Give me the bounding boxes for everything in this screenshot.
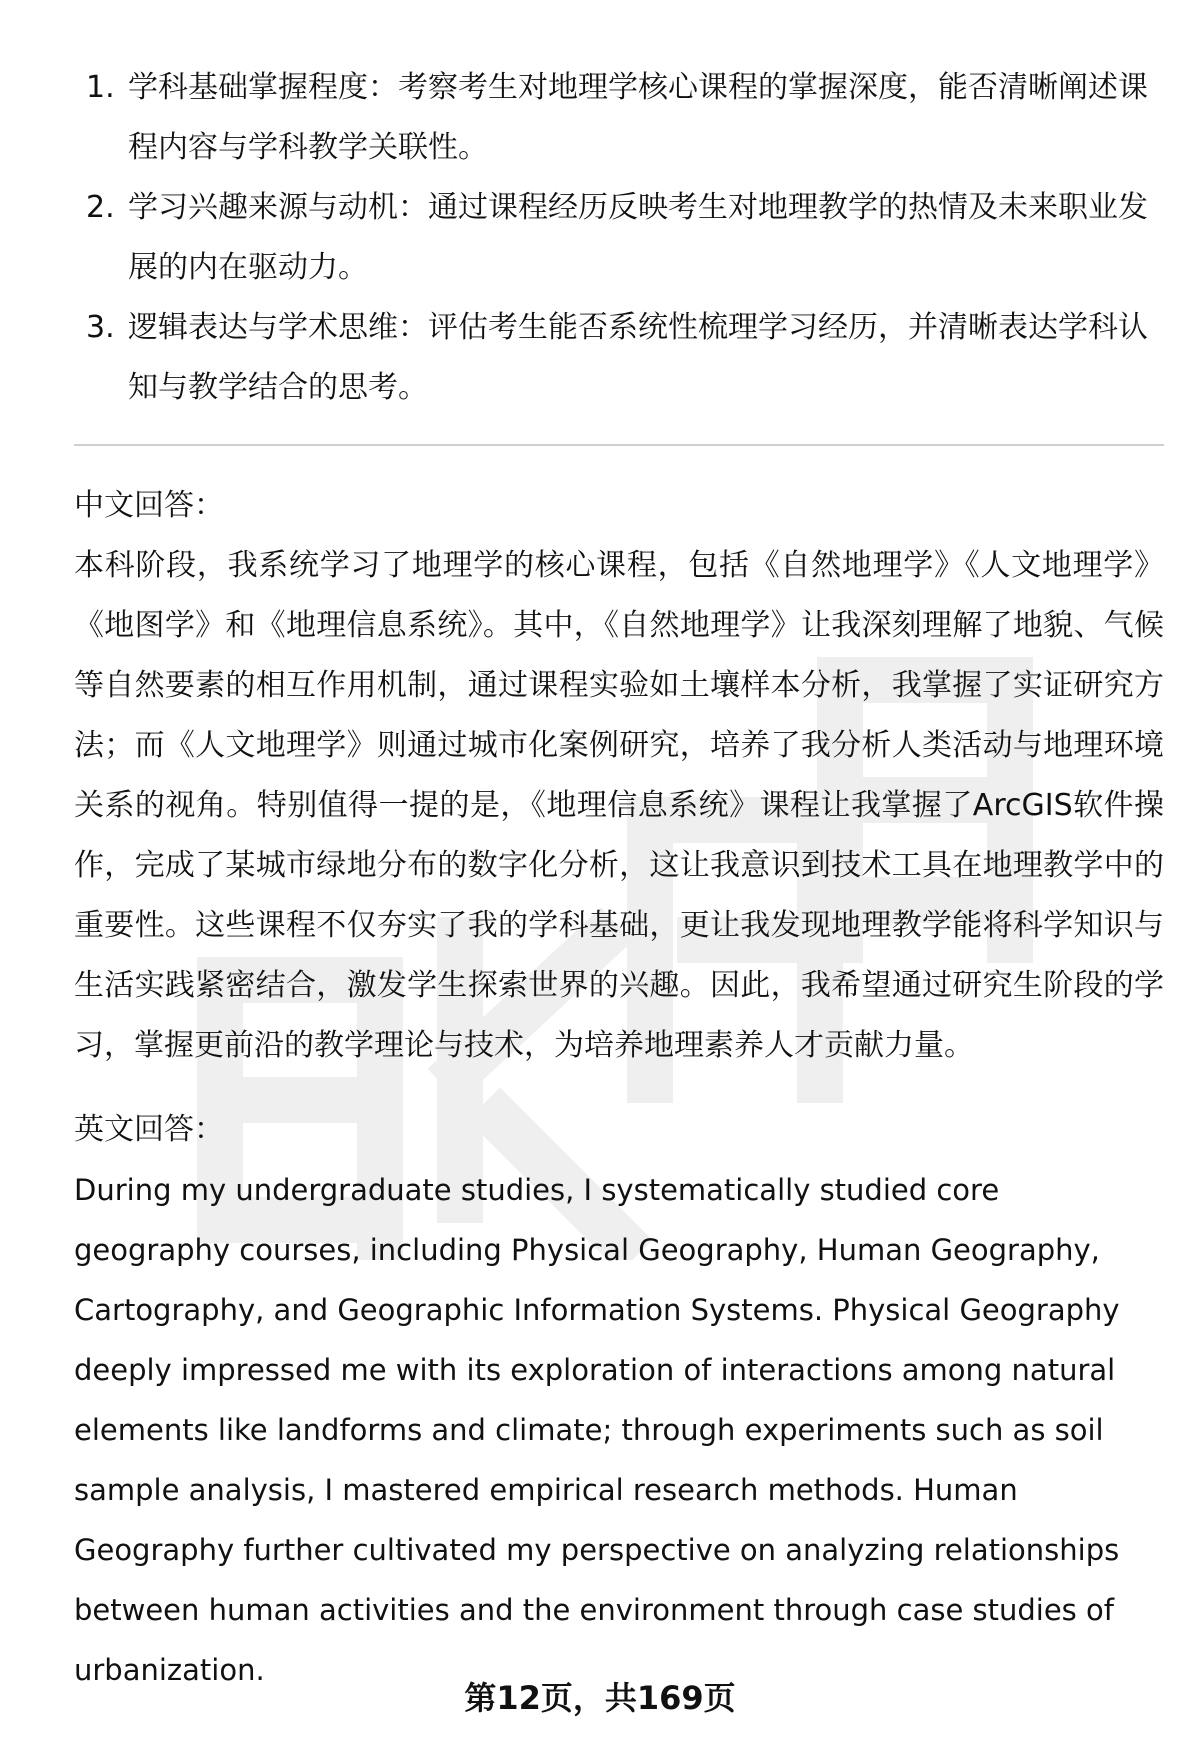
list-item-number: 1.: [86, 70, 115, 105]
english-answer-text: During my undergraduate studies, I systematically studied core geography courses, including Physical Geography, Human Geography, Cartography, and Geographic Information Systems. Physical Geography deeply impressed me with its exploration of interactions among natural elements like landforms and climate; through experiments such as soil sample analysis, I mastered empirical research methods. Human Geography further cultivated my perspective on analyzing relationships between human activities and the environment through case studies of urbanization.: [74, 1173, 1120, 1687]
list-item: [74, 178, 1164, 298]
list-item-number: 3.: [86, 310, 115, 345]
page-number: 第12页，共169页: [464, 1679, 736, 1717]
list-item: [74, 58, 1164, 178]
spacer: [74, 1076, 1164, 1100]
list-item-text: 学科基础掌握程度：考察考生对地理学核心课程的掌握深度，能否清晰阐述课程内容与学科教学关联性。: [128, 70, 1148, 165]
english-answer-label: 英文回答：: [74, 1112, 224, 1147]
section-divider: [74, 444, 1164, 446]
list-item-text: 逻辑表达与学术思维：评估考生能否系统性梳理学习经历，并清晰表达学科认知与教学结合的思考。: [128, 310, 1148, 405]
chinese-answer-label: 中文回答：: [74, 488, 224, 523]
evaluation-criteria-list: [74, 58, 1164, 418]
chinese-answer-text: 本科阶段，我系统学习了地理学的核心课程，包括《自然地理学》《人文地理学》《地图学》和《地理信息系统》。其中，《自然地理学》让我深刻理解了地貌、气候等自然要素的相互作用机制，通过课程实验如土壤样本分析，我掌握了实证研究方法；而《人文地理学》则通过城市化案例研究，培养了我分析人类活动与地理环境关系的视角。特别值得一提的是，《地理信息系统》课程让我掌握了ArcGIS软件操作，完成了某城市绿地分布的数字化分析，这让我意识到技术工具在地理教学中的重要性。这些课程不仅夯实了我的学科基础，更让我发现地理教学能将科学知识与生活实践紧密结合，激发学生探索世界的兴趣。因此，我希望通过研究生阶段的学习，掌握更前沿的教学理论与技术，为培养地理素养人才贡献力量。: [74, 548, 1164, 1063]
list-item-text: 学习兴趣来源与动机：通过课程经历反映考生对地理教学的热情及未来职业发展的内在驱动力。: [128, 190, 1148, 285]
list-item: [74, 298, 1164, 418]
list-item-number: 2.: [86, 190, 115, 225]
page-content: [74, 58, 1164, 1700]
